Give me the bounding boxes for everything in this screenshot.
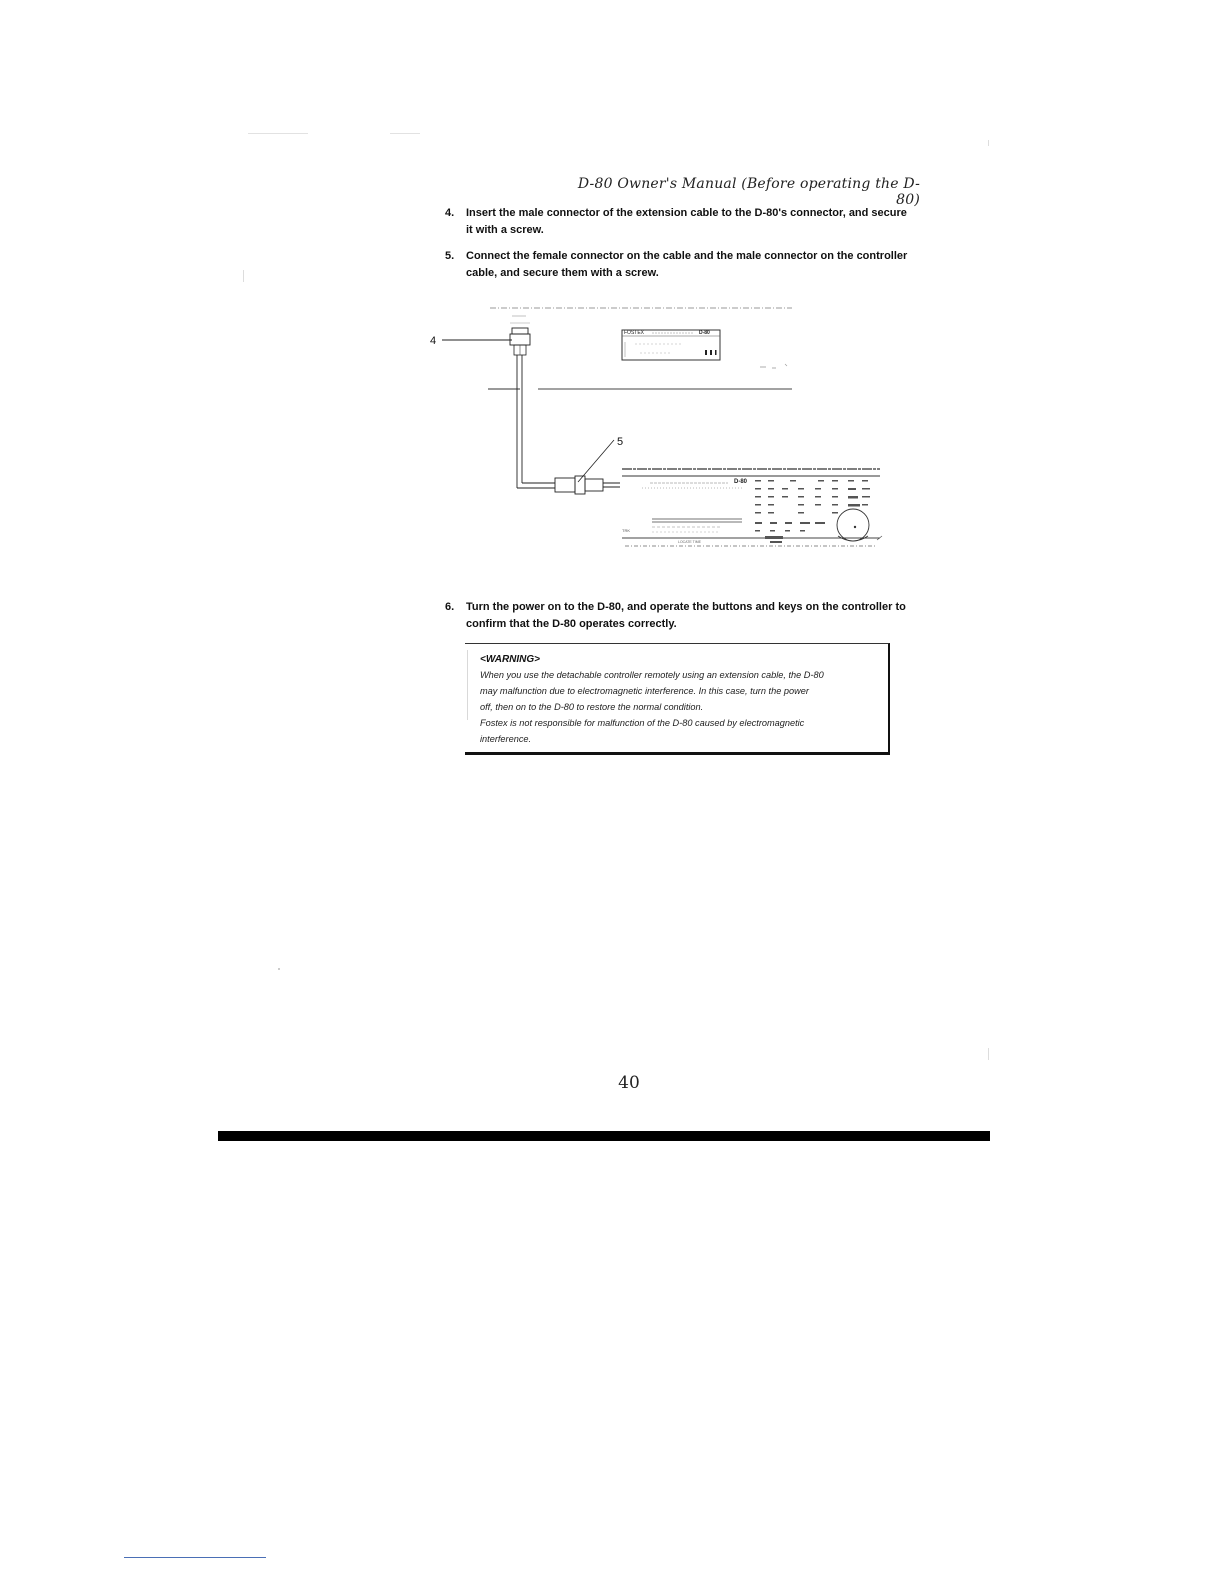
- scan-speck: [467, 650, 468, 720]
- scan-speck: [278, 968, 280, 970]
- scan-speck: [243, 270, 244, 282]
- running-header: D-80 Owner's Manual (Before operating the D-80): [577, 176, 920, 208]
- controller-model-label: D-80: [734, 479, 748, 485]
- page-number: 40: [618, 1073, 640, 1093]
- male-connector-d80: [510, 328, 530, 355]
- scan-speck: [988, 1048, 989, 1060]
- callout-4: 4: [430, 335, 437, 347]
- scan-speck: [988, 140, 989, 146]
- extension-cable: [517, 355, 555, 488]
- warning-line: When you use the detachable controller remotely using an extension cable, the D-80: [480, 670, 824, 680]
- warning-box: [465, 643, 890, 755]
- warning-line: off, then on to the D-80 to restore the normal condition.: [480, 702, 704, 712]
- step-4: [445, 205, 915, 239]
- svg-text:TRK: TRK: [622, 528, 630, 533]
- warning-title: <WARNING>: [480, 654, 541, 665]
- controller-panel: [622, 469, 882, 546]
- warning-line: Fostex is not responsible for malfunction of the D-80 caused by electromagnetic: [480, 718, 805, 728]
- step-number: 4.: [445, 207, 455, 219]
- step-number: 5.: [445, 250, 455, 262]
- svg-text:FOSTEX: FOSTEX: [624, 330, 645, 336]
- d80-unit-panel: [622, 330, 720, 360]
- footer-rule: [218, 1131, 990, 1141]
- callout-5: 5: [617, 436, 624, 448]
- connection-diagram: [420, 300, 890, 555]
- bottom-rule: [124, 1557, 266, 1558]
- scan-speck: [248, 133, 308, 134]
- unit-model-label: D-80: [699, 330, 710, 336]
- step-5: [445, 248, 915, 282]
- connector-junction: [555, 476, 620, 494]
- step-6: [445, 599, 915, 633]
- step-text: Insert the male connector of the extension cable to the D-80's connector, and secure it with a screw.: [466, 207, 907, 236]
- svg-text:LOCATE TIME: LOCATE TIME: [678, 540, 702, 544]
- warning-line: interference.: [480, 734, 532, 744]
- warning-line: may malfunction due to electromagnetic interference. In this case, turn the power: [480, 686, 809, 696]
- scan-speck: [390, 133, 420, 134]
- step-text: Turn the power on to the D-80, and operate the buttons and keys on the controller to confirm that the D-80 operates correctly.: [466, 601, 906, 630]
- step-text: Connect the female connector on the cable and the male connector on the controller cable, and secure them with a screw.: [466, 250, 908, 279]
- step-number: 6.: [445, 601, 455, 613]
